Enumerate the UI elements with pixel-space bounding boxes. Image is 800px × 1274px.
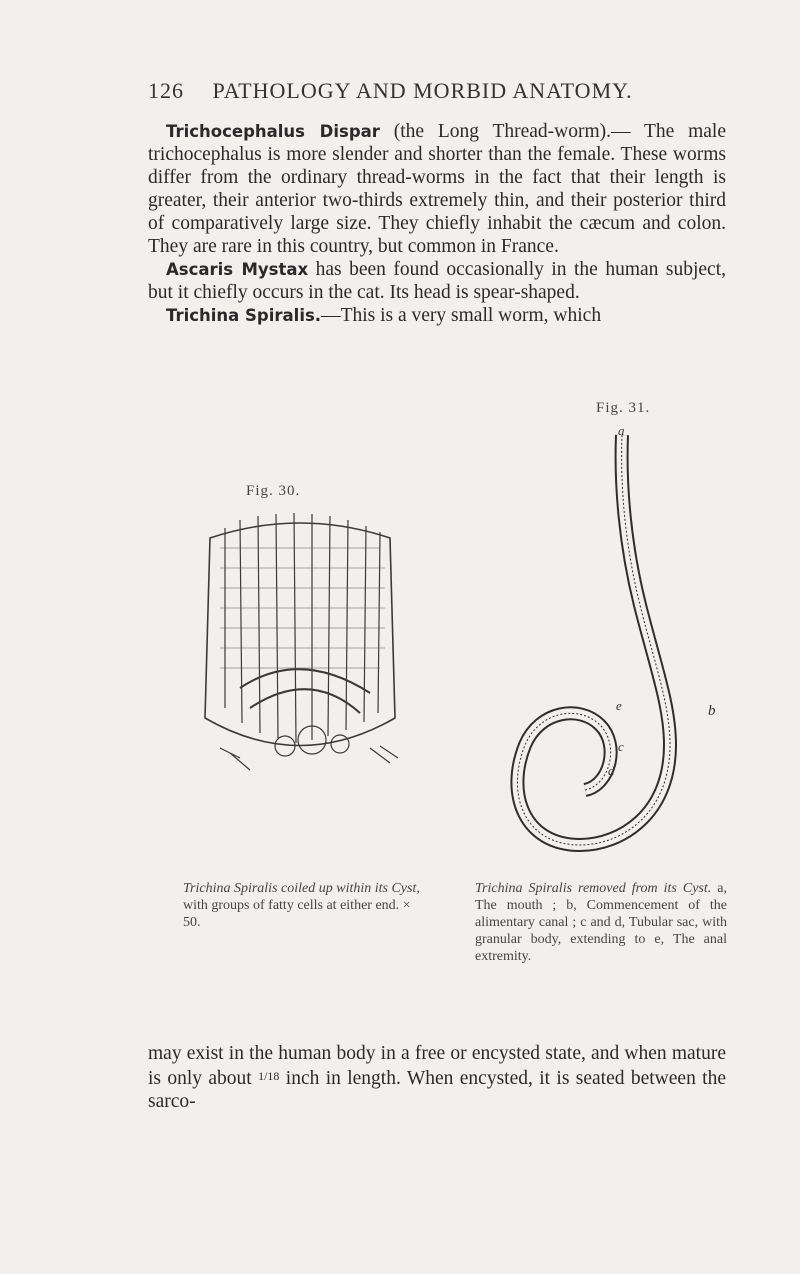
figure-31-letter-e: e xyxy=(616,698,622,713)
paragraph-trichina xyxy=(148,304,726,327)
figure-30-caption xyxy=(183,880,423,931)
running-header xyxy=(148,78,708,104)
paragraph-ascaris xyxy=(148,258,726,304)
heading-trichocephalus: Trichocephalus Dispar xyxy=(166,122,380,141)
figure-31-caption xyxy=(475,880,727,965)
figure-30-illustration xyxy=(180,508,420,778)
figure-30-label: Fig. 30. xyxy=(246,483,301,499)
main-text xyxy=(148,120,726,327)
continuation-before: may exist in the human body in a free or encysted state, and when mature is only about xyxy=(148,1043,726,1089)
running-title: PATHOLOGY AND MORBID ANATOMY. xyxy=(212,78,633,103)
body-trichocephalus: — The male trichocephalus is more slender and shorter than the female. These worms differ from the ordinary thread-worms in the fact that their length is greater, their anterior two-thirds extremely thin, and their posterior third of comparatively large size. They chiefly inhabit the cæcum and colon. They are rare in this country, but common in France. xyxy=(148,121,726,257)
heading-ascaris: Ascaris Mystax xyxy=(166,260,309,279)
figure-31-letter-a: a xyxy=(618,425,625,438)
page-number: 126 xyxy=(148,78,184,103)
figure-30-caption-rest: with groups of fatty cells at either end. × 50. xyxy=(183,898,411,930)
fraction-one-eighteenth: 1/18 xyxy=(258,1069,280,1083)
figure-31-caption-italic: Trichina Spiralis removed from its Cyst. xyxy=(475,881,712,896)
body-trichina: —This is a very small worm, which xyxy=(321,305,602,326)
figure-31-illustration xyxy=(470,425,730,875)
figure-31-letter-c: c xyxy=(618,739,624,754)
figure-31-letter-d: d xyxy=(608,763,615,778)
continuation-after: inch in length. When encysted, it is seated between the sarco- xyxy=(148,1068,727,1112)
figure-31-caption-rest: a, The mouth ; b, Commencement of the alimentary canal ; c and d, Tubular sac, with granular body, extending to e, The anal extremity. xyxy=(475,881,728,964)
figure-31-letter-b: b xyxy=(708,703,716,719)
heading-trichocephalus-rest: (the Long Thread-worm). xyxy=(393,121,612,142)
figure-30-caption-italic: Trichina Spiralis coiled up within its Cyst, xyxy=(183,881,420,896)
body-ascaris: has been found occasionally in the human subject, but it chiefly occurs in the cat. Its head is spear-shaped. xyxy=(148,259,726,303)
continuation-text xyxy=(148,1042,726,1113)
paragraph-trichocephalus xyxy=(148,120,726,258)
figure-31-label: Fig. 31. xyxy=(596,400,651,416)
heading-trichina: Trichina Spiralis. xyxy=(166,306,322,325)
